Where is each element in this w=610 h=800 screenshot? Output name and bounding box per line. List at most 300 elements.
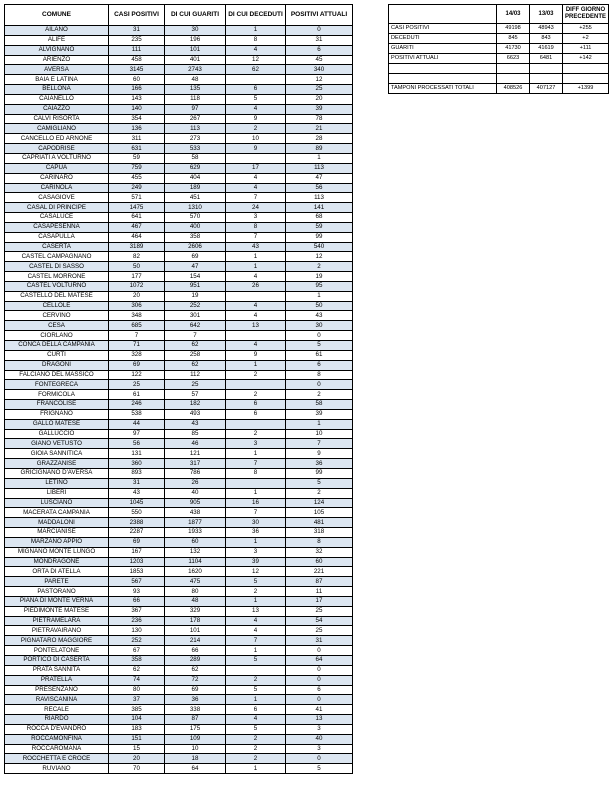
guariti-cell: 182 — [165, 400, 226, 410]
guariti-cell: 196 — [165, 35, 226, 45]
guariti-cell: 26 — [165, 478, 226, 488]
positivi-attuali-cell: 6 — [286, 685, 353, 695]
comune-cell: CASTEL CAMPAGNANO — [5, 252, 109, 262]
comune-cell: FALCIANO DEL MASSICO — [5, 370, 109, 380]
guariti-cell: 951 — [165, 281, 226, 291]
table-row — [5, 577, 353, 587]
deceduti-cell: 4 — [226, 341, 286, 351]
casi-positivi-cell: 122 — [109, 370, 165, 380]
deceduti-cell — [226, 478, 286, 488]
guariti-cell: 87 — [165, 715, 226, 725]
guariti-cell: 19 — [165, 291, 226, 301]
comune-cell: ROCCA D'EVANDRO — [5, 724, 109, 734]
comune-cell: PORTICO DI CASERTA — [5, 656, 109, 666]
table-row — [5, 291, 353, 301]
guariti-cell: 10 — [165, 744, 226, 754]
deceduti-cell: 8 — [226, 468, 286, 478]
guariti-cell: 30 — [165, 26, 226, 36]
deceduti-cell: 3 — [226, 213, 286, 223]
comune-cell: GIANO VETUSTO — [5, 439, 109, 449]
casi-positivi-cell: 1475 — [109, 203, 165, 213]
guariti-cell: 533 — [165, 144, 226, 154]
table-row — [5, 675, 353, 685]
deceduti-cell: 1 — [226, 646, 286, 656]
deceduti-cell: 43 — [226, 242, 286, 252]
positivi-attuali-cell: 99 — [286, 468, 353, 478]
guariti-cell: 438 — [165, 508, 226, 518]
positivi-attuali-cell: 54 — [286, 616, 353, 626]
casi-positivi-cell: 467 — [109, 222, 165, 232]
header-casi-positivi: CASI POSITIVI — [109, 5, 165, 26]
comune-cell: GRICIGNANO D'AVERSA — [5, 468, 109, 478]
table-row — [5, 478, 353, 488]
guariti-cell: 358 — [165, 232, 226, 242]
comune-cell: CASTELLO DEL MATESE — [5, 291, 109, 301]
deceduti-cell: 5 — [226, 577, 286, 587]
deceduti-cell: 7 — [226, 459, 286, 469]
guariti-cell: 40 — [165, 488, 226, 498]
table-row — [5, 528, 353, 538]
positivi-attuali-cell: 30 — [286, 321, 353, 331]
table-row — [5, 518, 353, 528]
positivi-attuali-cell: 0 — [286, 646, 353, 656]
positivi-attuali-cell: 47 — [286, 173, 353, 183]
comune-cell: CALVI RISORTA — [5, 114, 109, 124]
comune-cell: GALLUCCIO — [5, 429, 109, 439]
summary-row — [389, 54, 609, 64]
guariti-cell: 72 — [165, 675, 226, 685]
casi-positivi-cell: 177 — [109, 272, 165, 282]
positivi-attuali-cell: 141 — [286, 203, 353, 213]
casi-positivi-cell: 31 — [109, 478, 165, 488]
positivi-attuali-cell: 0 — [286, 754, 353, 764]
guariti-cell: 60 — [165, 537, 226, 547]
guariti-cell: 135 — [165, 85, 226, 95]
table-row — [5, 390, 353, 400]
summary-diff: +255 — [563, 24, 609, 34]
table-row — [5, 124, 353, 134]
table-row — [5, 242, 353, 252]
positivi-attuali-cell: 0 — [286, 665, 353, 675]
deceduti-cell: 4 — [226, 626, 286, 636]
summary-empty-cell — [530, 64, 563, 74]
positivi-attuali-cell: 87 — [286, 577, 353, 587]
table-row — [5, 134, 353, 144]
positivi-attuali-cell: 43 — [286, 311, 353, 321]
guariti-cell: 36 — [165, 695, 226, 705]
casi-positivi-cell: 455 — [109, 173, 165, 183]
guariti-cell: 252 — [165, 301, 226, 311]
guariti-cell: 48 — [165, 596, 226, 606]
positivi-attuali-cell: 8 — [286, 537, 353, 547]
comune-cell: LUSCIANO — [5, 498, 109, 508]
table-row — [5, 252, 353, 262]
comune-cell: CAIAZZO — [5, 104, 109, 114]
deceduti-cell — [226, 75, 286, 85]
summary-label: DECEDUTI — [389, 34, 497, 44]
summary-empty-row — [389, 74, 609, 84]
deceduti-cell: 1 — [226, 537, 286, 547]
comune-cell: CAIANELLO — [5, 94, 109, 104]
guariti-cell: 47 — [165, 262, 226, 272]
guariti-cell: 101 — [165, 626, 226, 636]
guariti-cell: 57 — [165, 390, 226, 400]
comune-cell: CANCELLO ED ARNONE — [5, 134, 109, 144]
deceduti-cell: 62 — [226, 65, 286, 75]
deceduti-cell: 2 — [226, 390, 286, 400]
table-row — [5, 360, 353, 370]
guariti-cell: 62 — [165, 665, 226, 675]
header-comune: COMUNE — [5, 5, 109, 26]
casi-positivi-cell: 136 — [109, 124, 165, 134]
positivi-attuali-cell: 31 — [286, 636, 353, 646]
table-row — [5, 331, 353, 341]
tamponi-value: 407127 — [530, 84, 563, 94]
deceduti-cell: 36 — [226, 528, 286, 538]
casi-positivi-cell: 59 — [109, 153, 165, 163]
comune-cell: MONDRAGONE — [5, 557, 109, 567]
guariti-cell: 329 — [165, 606, 226, 616]
casi-positivi-cell: 7 — [109, 331, 165, 341]
deceduti-cell: 2 — [226, 734, 286, 744]
table-row — [5, 468, 353, 478]
comune-cell: CONCA DELLA CAMPANIA — [5, 341, 109, 351]
casi-positivi-cell: 82 — [109, 252, 165, 262]
guariti-cell: 629 — [165, 163, 226, 173]
guariti-cell: 404 — [165, 173, 226, 183]
guariti-cell: 258 — [165, 350, 226, 360]
table-row — [5, 281, 353, 291]
positivi-attuali-cell: 2 — [286, 262, 353, 272]
comune-cell: RAVISCANINA — [5, 695, 109, 705]
deceduti-cell: 17 — [226, 163, 286, 173]
table-row — [5, 183, 353, 193]
casi-positivi-cell: 571 — [109, 193, 165, 203]
positivi-attuali-cell: 25 — [286, 606, 353, 616]
positivi-attuali-cell: 2 — [286, 390, 353, 400]
positivi-attuali-cell: 36 — [286, 459, 353, 469]
comune-cell: PRATA SANNITA — [5, 665, 109, 675]
comune-cell: ROCCAROMANA — [5, 744, 109, 754]
comune-cell: ORTA DI ATELLA — [5, 567, 109, 577]
deceduti-cell: 5 — [226, 656, 286, 666]
guariti-cell: 109 — [165, 734, 226, 744]
deceduti-cell — [226, 153, 286, 163]
comune-cell: CELLOLE — [5, 301, 109, 311]
positivi-attuali-cell: 113 — [286, 193, 353, 203]
table-row — [5, 419, 353, 429]
deceduti-cell: 2 — [226, 744, 286, 754]
table-row — [5, 656, 353, 666]
casi-positivi-cell: 66 — [109, 596, 165, 606]
comune-cell: ALIFE — [5, 35, 109, 45]
casi-positivi-cell: 70 — [109, 764, 165, 774]
comune-cell: GIOIA SANNITICA — [5, 449, 109, 459]
guariti-cell: 112 — [165, 370, 226, 380]
guariti-cell: 570 — [165, 213, 226, 223]
casi-positivi-cell: 166 — [109, 85, 165, 95]
table-row — [5, 439, 353, 449]
casi-positivi-cell: 167 — [109, 547, 165, 557]
header-positivi-attuali: POSITIVI ATTUALI — [286, 5, 353, 26]
deceduti-cell: 4 — [226, 311, 286, 321]
comune-cell: AVERSA — [5, 65, 109, 75]
summary-header-blank — [389, 5, 497, 24]
comune-cell: MARCIANISE — [5, 528, 109, 538]
summary-value: 49198 — [497, 24, 530, 34]
deceduti-cell: 4 — [226, 272, 286, 282]
comune-cell: PASTORANO — [5, 587, 109, 597]
deceduti-cell: 26 — [226, 281, 286, 291]
deceduti-cell: 9 — [226, 114, 286, 124]
positivi-attuali-cell: 1 — [286, 419, 353, 429]
casi-positivi-cell: 249 — [109, 183, 165, 193]
deceduti-cell: 6 — [226, 85, 286, 95]
deceduti-cell — [226, 380, 286, 390]
casi-positivi-cell: 61 — [109, 390, 165, 400]
deceduti-cell: 16 — [226, 498, 286, 508]
table-row — [5, 705, 353, 715]
table-row — [5, 26, 353, 36]
casi-positivi-cell: 71 — [109, 341, 165, 351]
guariti-cell: 154 — [165, 272, 226, 282]
table-row — [5, 104, 353, 114]
comune-cell: PARETE — [5, 577, 109, 587]
table-row — [5, 45, 353, 55]
comune-cell: PRESENZANO — [5, 685, 109, 695]
table-row — [5, 222, 353, 232]
deceduti-cell: 39 — [226, 557, 286, 567]
comuni-table-body — [5, 26, 353, 774]
deceduti-cell: 9 — [226, 144, 286, 154]
guariti-cell: 7 — [165, 331, 226, 341]
positivi-attuali-cell: 25 — [286, 626, 353, 636]
positivi-attuali-cell: 95 — [286, 281, 353, 291]
deceduti-cell: 6 — [226, 705, 286, 715]
positivi-attuali-cell: 17 — [286, 596, 353, 606]
casi-positivi-cell: 236 — [109, 616, 165, 626]
deceduti-cell: 7 — [226, 193, 286, 203]
casi-positivi-cell: 62 — [109, 665, 165, 675]
guariti-cell: 101 — [165, 45, 226, 55]
positivi-attuali-cell: 21 — [286, 124, 353, 134]
deceduti-cell: 13 — [226, 606, 286, 616]
table-row — [5, 685, 353, 695]
table-row — [5, 341, 353, 351]
comune-cell: CAPUA — [5, 163, 109, 173]
positivi-attuali-cell: 221 — [286, 567, 353, 577]
table-row — [5, 35, 353, 45]
comune-cell: PIANA DI MONTE VERNA — [5, 596, 109, 606]
table-row — [5, 488, 353, 498]
positivi-attuali-cell: 45 — [286, 55, 353, 65]
comuni-table-header — [5, 5, 353, 26]
casi-positivi-cell: 252 — [109, 636, 165, 646]
casi-positivi-cell: 111 — [109, 45, 165, 55]
table-row — [5, 114, 353, 124]
casi-positivi-cell: 130 — [109, 626, 165, 636]
table-row — [5, 547, 353, 557]
table-row — [5, 646, 353, 656]
positivi-attuali-cell: 59 — [286, 222, 353, 232]
positivi-attuali-cell: 39 — [286, 409, 353, 419]
table-row — [5, 65, 353, 75]
casi-positivi-cell: 631 — [109, 144, 165, 154]
table-row — [5, 232, 353, 242]
deceduti-cell: 7 — [226, 636, 286, 646]
guariti-cell: 317 — [165, 459, 226, 469]
positivi-attuali-cell: 113 — [286, 163, 353, 173]
deceduti-cell: 4 — [226, 173, 286, 183]
casi-positivi-cell: 354 — [109, 114, 165, 124]
guariti-cell: 2743 — [165, 65, 226, 75]
deceduti-cell: 12 — [226, 55, 286, 65]
casi-positivi-cell: 358 — [109, 656, 165, 666]
positivi-attuali-cell: 13 — [286, 715, 353, 725]
guariti-cell: 48 — [165, 75, 226, 85]
casi-positivi-cell: 74 — [109, 675, 165, 685]
tamponi-label: TAMPONI PROCESSATI TOTALI — [389, 84, 497, 94]
summary-empty-cell — [389, 74, 497, 84]
deceduti-cell: 1 — [226, 252, 286, 262]
comune-cell: BAIA E LATINA — [5, 75, 109, 85]
deceduti-cell: 4 — [226, 104, 286, 114]
deceduti-cell: 3 — [226, 439, 286, 449]
comune-cell: CASAGIOVE — [5, 193, 109, 203]
casi-positivi-cell: 1045 — [109, 498, 165, 508]
guariti-cell: 46 — [165, 439, 226, 449]
guariti-cell: 2606 — [165, 242, 226, 252]
summary-row — [389, 34, 609, 44]
table-row — [5, 272, 353, 282]
table-row — [5, 695, 353, 705]
casi-positivi-cell: 93 — [109, 587, 165, 597]
casi-positivi-cell: 641 — [109, 213, 165, 223]
casi-positivi-cell: 3189 — [109, 242, 165, 252]
casi-positivi-cell: 20 — [109, 291, 165, 301]
positivi-attuali-cell: 3 — [286, 744, 353, 754]
summary-empty-cell — [497, 64, 530, 74]
casi-positivi-cell: 2388 — [109, 518, 165, 528]
table-row — [5, 153, 353, 163]
casi-positivi-cell: 31 — [109, 26, 165, 36]
casi-positivi-cell: 60 — [109, 75, 165, 85]
comune-cell: CASERTA — [5, 242, 109, 252]
positivi-attuali-cell: 5 — [286, 764, 353, 774]
summary-header-date-2: 13/03 — [530, 5, 563, 24]
deceduti-cell: 8 — [226, 222, 286, 232]
summary-empty-cell — [563, 74, 609, 84]
deceduti-cell: 24 — [226, 203, 286, 213]
deceduti-cell: 7 — [226, 508, 286, 518]
positivi-attuali-cell: 31 — [286, 35, 353, 45]
casi-positivi-cell: 1203 — [109, 557, 165, 567]
guariti-cell: 58 — [165, 153, 226, 163]
positivi-attuali-cell: 68 — [286, 213, 353, 223]
summary-empty-cell — [563, 64, 609, 74]
comune-cell: CARINARO — [5, 173, 109, 183]
summary-value: 48943 — [530, 24, 563, 34]
guariti-cell: 1933 — [165, 528, 226, 538]
table-row — [5, 321, 353, 331]
summary-value: 6623 — [497, 54, 530, 64]
casi-positivi-cell: 328 — [109, 350, 165, 360]
deceduti-cell: 4 — [226, 301, 286, 311]
guariti-cell: 1104 — [165, 557, 226, 567]
guariti-cell: 267 — [165, 114, 226, 124]
guariti-cell: 905 — [165, 498, 226, 508]
comune-cell: PIGNATARO MAGGIORE — [5, 636, 109, 646]
casi-positivi-cell: 140 — [109, 104, 165, 114]
positivi-attuali-cell: 540 — [286, 242, 353, 252]
comune-cell: CESA — [5, 321, 109, 331]
guariti-cell: 64 — [165, 764, 226, 774]
comune-cell: CAMIGLIANO — [5, 124, 109, 134]
table-row — [5, 203, 353, 213]
guariti-cell: 493 — [165, 409, 226, 419]
positivi-attuali-cell: 340 — [286, 65, 353, 75]
deceduti-cell: 2 — [226, 429, 286, 439]
guariti-cell: 43 — [165, 419, 226, 429]
positivi-attuali-cell: 6 — [286, 360, 353, 370]
table-row — [5, 636, 353, 646]
guariti-cell: 273 — [165, 134, 226, 144]
deceduti-cell: 6 — [226, 409, 286, 419]
table-row — [5, 498, 353, 508]
positivi-attuali-cell: 61 — [286, 350, 353, 360]
guariti-cell: 62 — [165, 341, 226, 351]
table-row — [5, 734, 353, 744]
comune-cell: GALLO MATESE — [5, 419, 109, 429]
comune-cell: CASAPESENNA — [5, 222, 109, 232]
guariti-cell: 118 — [165, 94, 226, 104]
table-row — [5, 616, 353, 626]
deceduti-cell: 1 — [226, 764, 286, 774]
deceduti-cell: 3 — [226, 547, 286, 557]
comune-cell: CURTI — [5, 350, 109, 360]
table-row — [5, 94, 353, 104]
header-guariti: DI CUI GUARITI — [165, 5, 226, 26]
deceduti-cell: 4 — [226, 715, 286, 725]
summary-label: CASI POSITIVI — [389, 24, 497, 34]
comune-cell: MADDALONI — [5, 518, 109, 528]
comune-cell: FONTEGRECA — [5, 380, 109, 390]
table-row — [5, 508, 353, 518]
guariti-cell: 178 — [165, 616, 226, 626]
summary-table — [388, 4, 609, 94]
casi-positivi-cell: 37 — [109, 695, 165, 705]
positivi-attuali-cell: 1 — [286, 153, 353, 163]
table-row — [5, 75, 353, 85]
casi-positivi-cell: 56 — [109, 439, 165, 449]
deceduti-cell: 4 — [226, 45, 286, 55]
summary-value: 41730 — [497, 44, 530, 54]
summary-diff: +111 — [563, 44, 609, 54]
deceduti-cell: 5 — [226, 94, 286, 104]
positivi-attuali-cell: 7 — [286, 439, 353, 449]
casi-positivi-cell: 550 — [109, 508, 165, 518]
table-row — [5, 715, 353, 725]
comune-cell: ROCCAMONFINA — [5, 734, 109, 744]
deceduti-cell: 1 — [226, 695, 286, 705]
deceduti-cell: 5 — [226, 724, 286, 734]
guariti-cell: 69 — [165, 252, 226, 262]
casi-positivi-cell: 43 — [109, 488, 165, 498]
deceduti-cell: 8 — [226, 35, 286, 45]
table-row — [5, 173, 353, 183]
comune-cell: GRAZZANISE — [5, 459, 109, 469]
guariti-cell: 289 — [165, 656, 226, 666]
